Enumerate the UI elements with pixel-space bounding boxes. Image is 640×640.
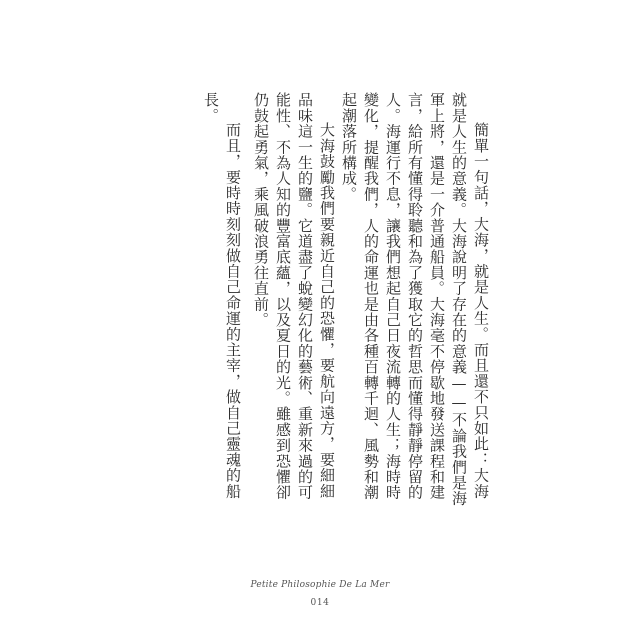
paragraph-1: 簡單一句話，大海，就是人生。而且還不只如此：大海就是人生的意義。大海說明了存在的意義——不論我們是海軍上將，還是一介普通船員。大海毫不停歇地發送課程和建言，給所有懂得聆聽和為了獲取它的哲思而懂得靜靜停留的人。海運行不息，讓我們想起自己日夜流轉的人生；海時時變化，提醒我們，人的命運也是由各種百轉千迴、風勢和潮起潮落所構成。 xyxy=(340,92,490,507)
paragraph-3: 而且，要時時刻刻做自己命運的主宰，做自己靈魂的船長。 xyxy=(202,92,242,499)
running-footer-title: Petite Philosophie De La Mer xyxy=(250,580,390,590)
paragraph-2: 大海鼓勵我們要親近自己的恐懼，要航向遠方，要細細品味這一生的鹽。它道盡了蛻變幻化的藝術、重新來過的可能性、不為人知的豐富底蘊，以及夏日的光。雖感到恐懼卻仍鼓起勇氣，乘風破浪勇往直前。 xyxy=(252,92,336,501)
page-number: 014 xyxy=(310,598,330,608)
vertical-text-body xyxy=(200,92,492,512)
